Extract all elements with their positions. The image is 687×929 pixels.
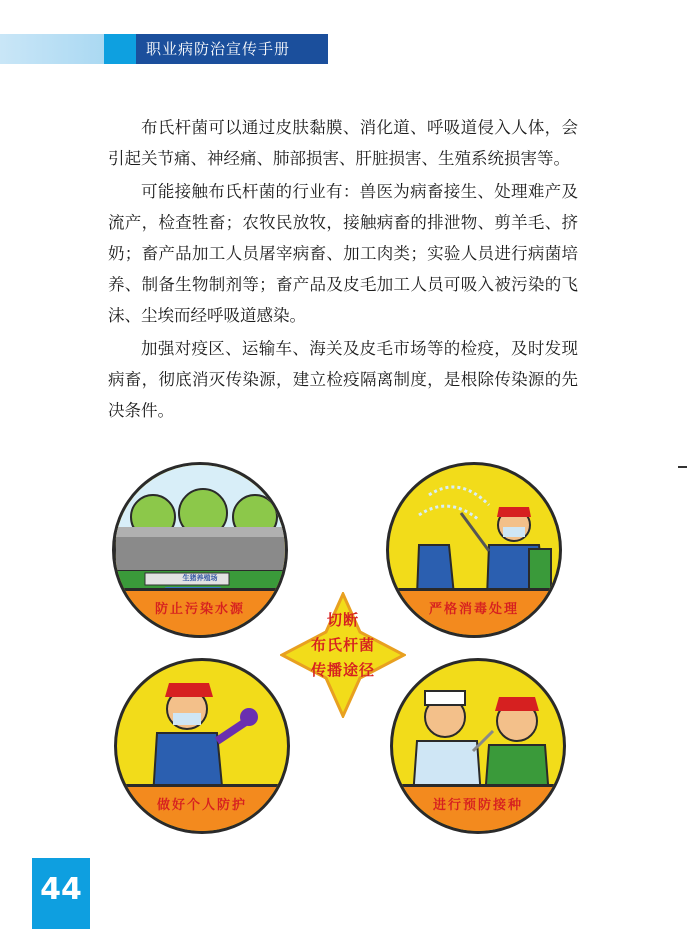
header-band-light [0, 34, 110, 64]
panel-personal-protection [114, 658, 290, 834]
panel-water-source [112, 462, 288, 638]
slogan-line-3: 传播途径 [310, 661, 375, 679]
paragraph-1: 布氏杆菌可以通过皮肤黏膜、消化道、呼吸道侵入人体，会引起关节痛、神经痛、肺部损害、肝脏损害、生殖系统损害等。 [108, 118, 578, 168]
panel-label: 严格消毒处理 [389, 588, 559, 635]
panel-vaccination [390, 658, 566, 834]
central-slogan [280, 608, 406, 683]
farm-sign-text: 生猪养殖场 [182, 574, 218, 582]
slogan-line-1: 切断 [326, 611, 359, 629]
header-title: 职业病防治宣传手册 [136, 34, 328, 64]
header-band-accent [104, 34, 138, 64]
prevention-illustration [104, 452, 574, 852]
paragraph-3: 加强对疫区、运输车、海关及皮毛市场等的检疫，及时发现病畜，彻底消灭传染源，建立检疫隔离制度，是根除传染源的先决条件。 [108, 339, 578, 420]
panel-label: 做好个人防护 [117, 784, 287, 831]
paragraph-2: 可能接触布氏杆菌的行业有：兽医为病畜接生、处理难产及流产，检查牲畜；农牧民放牧，接触病畜的排泄物、剪羊毛、挤奶；畜产品加工人员屠宰病畜、加工肉类；实验人员进行病菌培养、制备生物制剂等；畜产品及皮毛加工人员可吸入被污染的飞沫、尘埃而经呼吸道感染。 [108, 182, 578, 325]
body-text [108, 112, 578, 428]
margin-mark [678, 466, 687, 468]
page-number: 44 [32, 858, 90, 929]
panel-disinfection [386, 462, 562, 638]
panel-label: 防止污染水源 [115, 588, 285, 635]
panel-label: 进行预防接种 [393, 784, 563, 831]
slogan-line-2: 布氏杆菌 [310, 636, 375, 654]
